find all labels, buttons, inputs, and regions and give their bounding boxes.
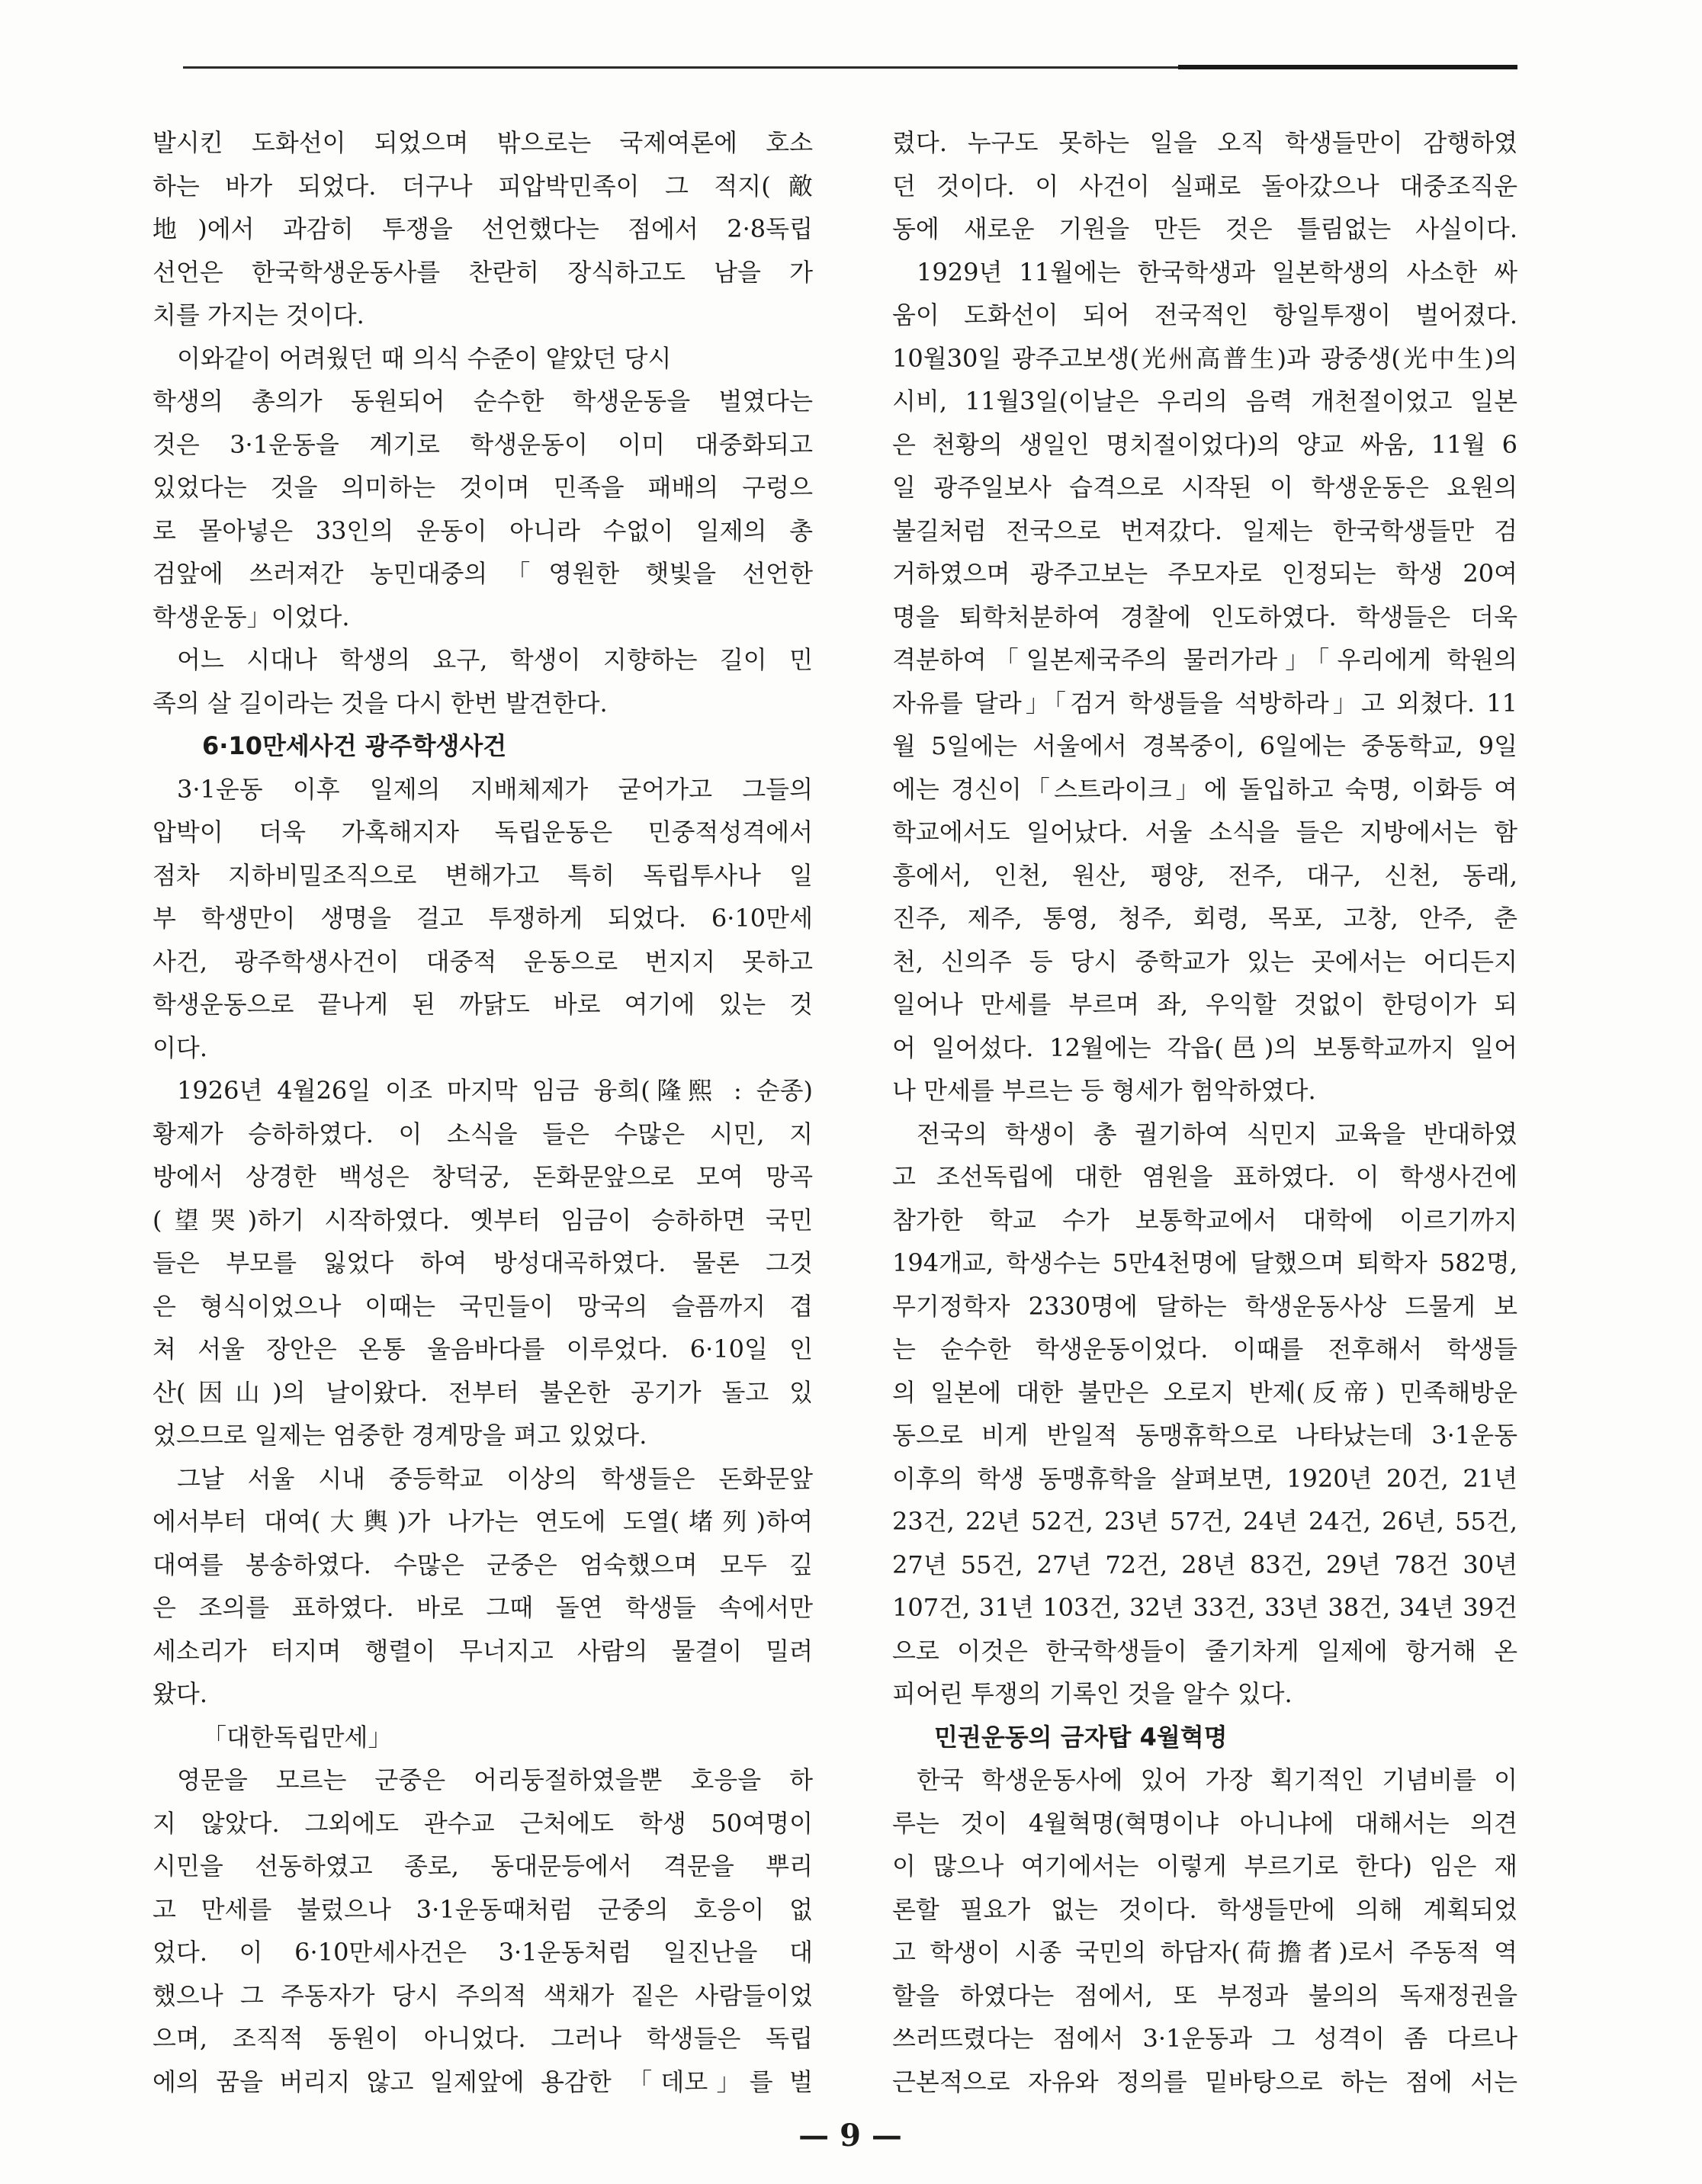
section-heading: 민권운동의 금자탑 4월혁명 <box>934 1722 1228 1752</box>
text-line: 에는 경신이「스트라이크」에 돌입하고 숙명, 이화등 여 <box>892 774 1517 804</box>
text-line: 일어나 만세를 부르며 좌, 우익할 것없이 한덩이가 되 <box>892 990 1517 1019</box>
text-line: 에의 꿈을 버리지 않고 일제앞에 용감한 「데모」를 벌 <box>153 2067 813 2096</box>
text-line: 격분하여「일본제국주의 물러가라」「우리에게 학원의 <box>892 645 1517 674</box>
text-line: 지 않았다. 그외에도 관수교 근처에도 학생 50여명이 <box>153 1808 813 1838</box>
text-line: 움이 도화선이 되어 전국적인 항일투쟁이 벌어졌다. <box>892 300 1517 329</box>
text-line: 사건, 광주학생사건이 대중적 운동으로 번지지 못하고 <box>153 946 813 976</box>
page-number: — 9 — <box>798 2118 902 2153</box>
text-line: 학생운동」이었다. <box>153 602 350 631</box>
text-line: 방에서 상경한 백성은 창덕궁, 돈화문앞으로 모여 망곡 <box>153 1162 813 1191</box>
text-line: 발시킨 도화선이 되었으며 밖으로는 국제여론에 호소 <box>153 128 813 157</box>
text-line: 그날 서울 시내 중등학교 이상의 학생들은 돈화문앞 <box>177 1463 813 1493</box>
text-line: 동으로 비게 반일적 동맹휴학으로 나타났는데 3·1운동 <box>892 1421 1517 1450</box>
text-line: 었다. 이 6·10만세사건은 3·1운동처럼 일진난을 대 <box>153 1938 813 1967</box>
text-line: 어느 시대나 학생의 요구, 학생이 지향하는 길이 민 <box>177 645 813 674</box>
text-line: 점차 지하비밀조직으로 변해가고 특히 독립투사나 일 <box>153 860 813 890</box>
text-line: 흥에서, 인천, 원산, 평양, 전주, 대구, 신천, 동래, <box>892 860 1517 890</box>
text-line: 194개교, 학생수는 5만4천명에 달했으며 퇴학자 582명, <box>892 1248 1517 1277</box>
text-line: 있었다는 것을 의미하는 것이며 민족을 패배의 구렁으 <box>153 473 813 502</box>
text-line: 일 광주일보사 습격으로 시작된 이 학생운동은 요원의 <box>892 473 1517 502</box>
text-line: 은 조의를 표하였다. 바로 그때 돌연 학생들 속에서만 <box>153 1593 813 1622</box>
text-line: 이와같이 어려웠던 때 의식 수준이 얕았던 당시 <box>177 343 672 373</box>
text-line: 이후의 학생 동맹휴학을 살펴보면, 1920년 20건, 21년 <box>892 1463 1517 1493</box>
text-line: 어 일어섰다. 12월에는 각읍(邑)의 보통학교까지 일어 <box>892 1033 1517 1062</box>
text-line: 자유를 달라」「검거 학생들을 석방하라」고 외쳤다. 11 <box>892 688 1517 718</box>
text-line: 학교에서도 일어났다. 서울 소식을 들은 지방에서는 함 <box>892 817 1517 846</box>
text-line: 왔다. <box>153 1679 207 1708</box>
text-line: 렸다. 누구도 못하는 일을 오직 학생들만이 감행하였 <box>892 128 1517 157</box>
text-line: 는 순수한 학생운동이었다. 이때를 전후해서 학생들 <box>892 1334 1517 1363</box>
text-line: 고 만세를 불렀으나 3·1운동때처럼 군중의 호응이 없 <box>153 1894 813 1924</box>
text-line: 피어린 투쟁의 기록인 것을 알수 있다. <box>892 1679 1293 1708</box>
text-line: 세소리가 터지며 행렬이 무너지고 사람의 물결이 밀려 <box>153 1636 813 1665</box>
text-line: 치를 가지는 것이다. <box>153 300 364 329</box>
text-line: 의 일본에 대한 불만은 오로지 반제(反帝) 민족해방운 <box>892 1377 1517 1407</box>
text-line: 할을 하였다는 점에서, 또 부정과 불의의 독재정권을 <box>892 1980 1517 2010</box>
text-line: 것은 3·1운동을 계기로 학생운동이 이미 대중화되고 <box>153 429 813 459</box>
text-line: 地)에서 과감히 투쟁을 선언했다는 점에서 2·8독립 <box>153 214 813 243</box>
text-line: 불길처럼 전국으로 번져갔다. 일제는 한국학생들만 검 <box>892 515 1517 545</box>
text-line: 고 학생이 시종 국민의 하담자(荷擔者)로서 주동적 역 <box>892 1938 1517 1967</box>
text-line: (望哭)하기 시작하였다. 옛부터 임금이 승하하면 국민 <box>153 1205 813 1235</box>
text-line: 거하였으며 광주고보는 주모자로 인정되는 학생 20여 <box>892 559 1517 588</box>
text-line: 진주, 제주, 통영, 청주, 회령, 목포, 고창, 안주, 춘 <box>892 904 1517 933</box>
text-line: 107건, 31년 103건, 32년 33건, 33년 38건, 34년 39건 <box>892 1593 1517 1622</box>
text-line: 에서부터 대여(大輿)가 나가는 연도에 도열(堵列)하여 <box>153 1507 813 1536</box>
top-rule-thick <box>1178 65 1517 69</box>
text-line: 쳐 서울 장안은 온통 울음바다를 이루었다. 6·10일 인 <box>153 1334 813 1363</box>
text-line: 부 학생만이 생명을 걸고 투쟁하게 되었다. 6·10만세 <box>153 904 813 933</box>
text-line: 론할 필요가 없는 것이다. 학생들만에 의해 계획되었 <box>892 1894 1517 1924</box>
text-line: 은 형식이었으나 이때는 국민들이 망국의 슬픔까지 겹 <box>153 1291 813 1321</box>
text-line: 으로 이것은 한국학생들이 줄기차게 일제에 항거해 온 <box>892 1636 1517 1665</box>
text-line: 천, 신의주 등 당시 중학교가 있는 곳에서는 어디든지 <box>892 946 1517 976</box>
text-line: 시비, 11월3일(이날은 우리의 음력 개천절이었고 일본 <box>892 387 1517 416</box>
text-line: 던 것이다. 이 사건이 실패로 돌아갔으나 대중조직운 <box>892 171 1517 201</box>
text-line: 3·1운동 이후 일제의 지배체제가 굳어가고 그들의 <box>177 774 813 804</box>
text-line: 했으나 그 주동자가 당시 주의적 색채가 짙은 사람들이었 <box>153 1980 813 2010</box>
text-line: 1926년 4월26일 이조 마지막 임금 융희(隆熙 : 순종) <box>177 1076 813 1105</box>
text-line: 학생의 총의가 동원되어 순수한 학생운동을 벌였다는 <box>153 387 813 416</box>
section-heading: 6·10만세사건 광주학생사건 <box>202 731 507 760</box>
text-line: 나 만세를 부르는 등 형세가 험악하였다. <box>892 1076 1316 1105</box>
text-line: 으며, 조직적 동원이 아니었다. 그러나 학생들은 독립 <box>153 2024 813 2053</box>
text-line: 고 조선독립에 대한 염원을 표하였다. 이 학생사건에 <box>892 1162 1517 1191</box>
text-line: 동에 새로운 기원을 만든 것은 틀림없는 사실이다. <box>892 214 1517 243</box>
text-line: 검앞에 쓰러져간 농민대중의「영원한 햇빛을 선언한 <box>153 559 813 588</box>
text-line: 이다. <box>153 1033 207 1062</box>
text-line: 압박이 더욱 가혹해지자 독립운동은 민중적성격에서 <box>153 817 813 846</box>
text-line: 하는 바가 되었다. 더구나 피압박민족이 그 적지(敵 <box>153 171 813 201</box>
right-column <box>892 121 1517 2103</box>
top-rule-thin <box>183 66 1178 69</box>
text-line: 들은 부모를 잃었다 하여 방성대곡하였다. 물론 그것 <box>153 1248 813 1277</box>
left-column <box>153 121 813 2103</box>
text-line: 학생운동으로 끝나게 된 까닭도 바로 여기에 있는 것 <box>153 990 813 1019</box>
quoted-shout: 「대한독립만세」 <box>202 1722 393 1752</box>
text-line: 10월30일 광주고보생(光州高普生)과 광중생(光中生)의 <box>892 343 1517 373</box>
text-line: 족의 살 길이라는 것을 다시 한번 발견한다. <box>153 688 608 718</box>
text-line: 근본적으로 자유와 정의를 밑바탕으로 하는 점에 서는 <box>892 2067 1517 2096</box>
text-line: 한국 학생운동사에 있어 가장 획기적인 기념비를 이 <box>917 1765 1517 1794</box>
text-line: 27년 55건, 27년 72건, 28년 83건, 29년 78건 30년 <box>892 1550 1517 1579</box>
text-line: 루는 것이 4월혁명(혁명이냐 아니냐에 대해서는 의견 <box>892 1808 1517 1838</box>
text-line: 월 5일에는 서울에서 경복중이, 6일에는 중동학교, 9일 <box>892 731 1517 760</box>
text-line: 전국의 학생이 총 궐기하여 식민지 교육을 반대하였 <box>917 1119 1517 1148</box>
text-line: 산(因山)의 날이왔다. 전부터 불온한 공기가 돌고 있 <box>153 1377 813 1407</box>
text-line: 무기정학자 2330명에 달하는 학생운동사상 드물게 보 <box>892 1291 1517 1321</box>
text-line: 은 천황의 생일인 명치절이었다)의 양교 싸움, 11월 6 <box>892 429 1517 459</box>
text-line: 황제가 승하하였다. 이 소식을 들은 수많은 시민, 지 <box>153 1119 813 1148</box>
text-line: 23건, 22년 52건, 23년 57건, 24년 24건, 26년, 55건, <box>892 1507 1517 1536</box>
text-line: 대여를 봉송하였다. 수많은 군중은 엄숙했으며 모두 깊 <box>153 1550 813 1579</box>
text-line: 시민을 선동하였고 종로, 동대문등에서 격문을 뿌리 <box>153 1852 813 1880</box>
text-line: 로 몰아넣은 33인의 운동이 아니라 수없이 일제의 총 <box>153 515 813 545</box>
text-line: 었으므로 일제는 엄중한 경계망을 펴고 있었다. <box>153 1421 647 1450</box>
text-line: 1929년 11월에는 한국학생과 일본학생의 사소한 싸 <box>917 257 1517 287</box>
text-line: 영문을 모르는 군중은 어리둥절하였을뿐 호응을 하 <box>177 1765 813 1794</box>
text-line: 선언은 한국학생운동사를 찬란히 장식하고도 남을 가 <box>153 257 813 287</box>
text-line: 이 많으나 여기에서는 이렇게 부르기로 한다) 임은 재 <box>892 1852 1517 1880</box>
text-line: 쓰러뜨렸다는 점에서 3·1운동과 그 성격이 좀 다르나 <box>892 2024 1517 2053</box>
text-line: 참가한 학교 수가 보통학교에서 대학에 이르기까지 <box>892 1205 1517 1235</box>
text-line: 명을 퇴학처분하여 경찰에 인도하였다. 학생들은 더욱 <box>892 602 1517 631</box>
